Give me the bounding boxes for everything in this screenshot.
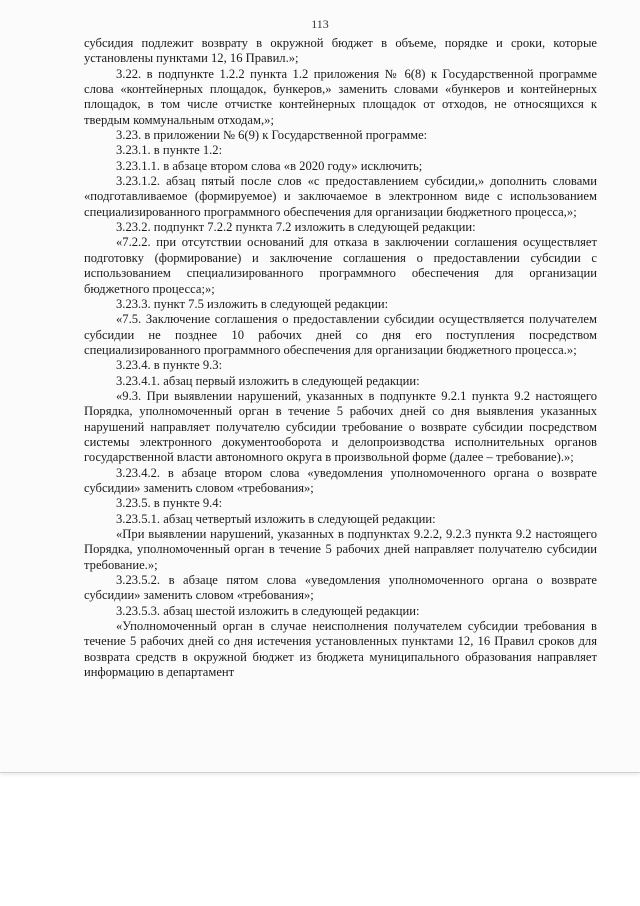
paragraph: 3.23. в приложении № 6(9) к Государственной программе: bbox=[116, 128, 428, 143]
paragraph: «7.2.2. при отсутствии оснований для отказа в заключении соглашения осуществляет подготовку (формирование) и заключение соглашения о предоставлении субсидии с использованием специализированного программного обеспечения для организации бюджетного процесса;»; bbox=[84, 235, 597, 296]
paragraph: 3.23.5.2. в абзаце пятом слова «уведомления уполномоченного органа о возврате субсидии» заменить словом «требования»; bbox=[84, 573, 597, 603]
paragraph: «Уполномоченный орган в случае неисполнения получателем субсидии требования в течение 5 рабочих дней со дня истечения установленных пунктами 12, 16 Правил сроков для возврата средств в окружной бюджет из бюджета муниципального образования направляет информацию в департамент bbox=[84, 619, 597, 680]
paragraph: 3.23.3. пункт 7.5 изложить в следующей редакции: bbox=[116, 296, 389, 311]
paragraph: 3.23.1. в пункте 1.2: bbox=[116, 143, 223, 158]
paragraph: 3.23.5. в пункте 9.4: bbox=[116, 496, 223, 511]
blank-area-below-page bbox=[0, 773, 640, 906]
paragraph: 3.23.1.1. в абзаце втором слова «в 2020 году» исключить; bbox=[116, 158, 423, 173]
paragraph: 3.23.1.2. абзац пятый после слов «с предоставлением субсидии,» дополнить словами «подготавливаемое (формируемое) и заключаемое в электронном виде с использованием специализированного программного обеспечения для организации бюджетного процесса,»; bbox=[84, 174, 597, 219]
paragraph: «9.3. При выявлении нарушений, указанных в подпункте 9.2.1 пункта 9.2 настоящего Порядка, уполномоченный орган в течение 5 рабочих дней со дня выявления указанных нарушений направляет получателю субсидии требование о возврате субсидии посредством системы электронного документооборота и делопроизводства исполнительных органов государственной власти автономного округа в произвольной форме (далее – требование).»; bbox=[84, 388, 597, 465]
page-number: 113 bbox=[311, 17, 329, 31]
paragraph: «7.5. Заключение соглашения о предоставлении субсидии осуществляется получателем субсидии не позднее 10 рабочих дней со дня его поступления посредством специализированного программного обеспечения для организации бюджетного процесса.»; bbox=[84, 312, 597, 357]
paragraph: 3.23.2. подпункт 7.2.2 пункта 7.2 изложить в следующей редакции: bbox=[116, 220, 476, 235]
paragraph: 3.22. в подпункте 1.2.2 пункта 1.2 приложения № 6(8) к Государственной программе слова «контейнерных площадок, бункеров,» заменить словами «бункеров и контейнерных площадок, в том числе отчистке контейнерных площадок от отходов, не относящихся к твердым коммунальным отходам,»; bbox=[84, 66, 597, 127]
document-body bbox=[84, 36, 597, 680]
paragraph: «При выявлении нарушений, указанных в подпунктах 9.2.2, 9.2.3 пункта 9.2 настоящего Порядка, уполномоченный орган в течение 5 рабочих дней направляет получателю субсидии требование.»; bbox=[84, 527, 597, 572]
paragraph: 3.23.5.3. абзац шестой изложить в следующей редакции: bbox=[116, 603, 420, 618]
paragraph: 3.23.4.2. в абзаце втором слова «уведомления уполномоченного органа о возврате субсидии» заменить словом «требования»; bbox=[84, 465, 597, 495]
paragraph: 3.23.5.1. абзац четвертый изложить в следующей редакции: bbox=[116, 511, 436, 526]
paragraph: субсидия подлежит возврату в окружной бюджет в объеме, порядке и сроки, которые установлены пунктами 12, 16 Правил.»; bbox=[84, 36, 597, 66]
paragraph: 3.23.4.1. абзац первый изложить в следующей редакции: bbox=[116, 373, 420, 388]
paragraph: 3.23.4. в пункте 9.3: bbox=[116, 358, 223, 373]
